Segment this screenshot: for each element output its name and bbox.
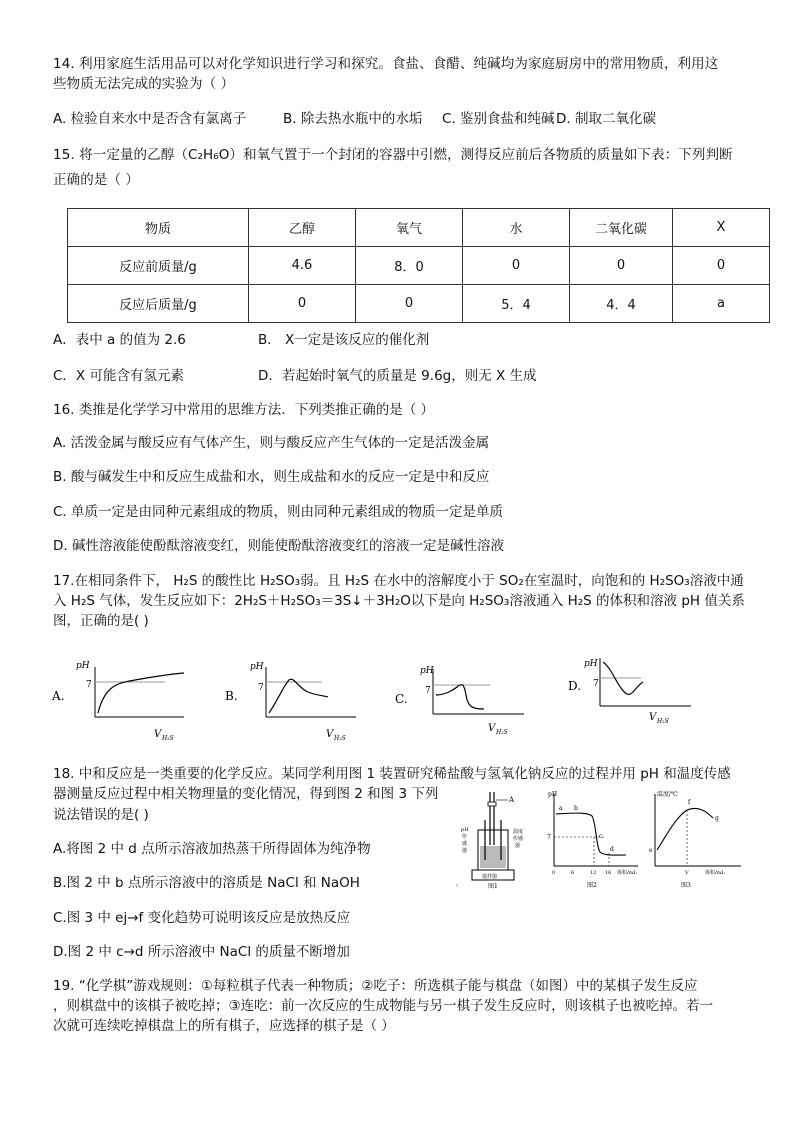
graph-d-label: D.: [568, 679, 582, 693]
q18-stem-line3: 说法错误的是( ): [53, 807, 149, 823]
q14-option-d: D. 制取二氧化碳: [556, 111, 656, 127]
table-header-row: [68, 209, 770, 247]
mass-table: [67, 208, 770, 323]
q18-option-c: C.图 3 中 ej→f 变化趋势可说明该反应是放热反应: [53, 910, 351, 926]
table-header-cell: 水: [463, 209, 570, 247]
graph-b-label: B.: [225, 689, 238, 703]
q18-option-b: B.图 2 中 b 点所示溶液中的溶质是 NaCl 和 NaOH: [53, 875, 360, 891]
ph-sensor-label: 传: [462, 834, 468, 840]
table-cell: 0: [356, 285, 463, 323]
table-cell: 4.6: [249, 247, 356, 285]
graph-a-seven: 7: [86, 680, 92, 690]
figure-3-temperature-curve: [645, 788, 745, 890]
q14-option-c: C. 鉴别食盐和纯碱: [442, 111, 555, 127]
table-header-cell: 二氧化碳: [570, 209, 673, 247]
table-cell: 0: [673, 247, 770, 285]
graph-b-seven: 7: [258, 683, 264, 693]
ph-sensor-label: 器: [462, 848, 468, 854]
stirrer-label: 搅拌器: [482, 874, 498, 880]
q19-stem-line2: ，则棋盘中的该棋子被吃掉；③连吃：前一次反应的生成物能与另一棋子发生反应时，则该棋子也被吃掉。若一: [53, 998, 714, 1014]
graph-c-xlabel: V: [488, 723, 496, 734]
q18-stem-line2: 器测量反应过程中相关物理量的变化情况，得到图 2 和图 3 下列: [53, 786, 439, 802]
graph-c-xsub: H₂S: [496, 729, 508, 736]
graph-c: [392, 655, 532, 745]
ph-sensor-label: pH: [461, 827, 469, 833]
graph-d-xlabel: V: [649, 712, 657, 723]
q16-option-c: C. 单质一定是由同种元素组成的物质，则由同种元素组成的物质一定是单质: [53, 504, 504, 520]
graph-d-ylabel: pH: [584, 659, 598, 669]
graph-b-curve: [269, 679, 328, 713]
q16-option-b: B. 酸与碱发生中和反应生成盐和水，则生成盐和水的反应一定是中和反应: [53, 469, 490, 485]
table-row: [68, 247, 770, 285]
graph-a-label: A.: [52, 689, 65, 703]
graph-d: [563, 650, 703, 740]
q16-option-d: D. 碱性溶液能使酚酞溶液变红，则能使酚酞溶液变红的溶液一定是碱性溶液: [53, 538, 504, 554]
burette-valve: [488, 802, 496, 806]
q15-stem-line2: 正确的是（ ）: [53, 172, 139, 188]
fig2-point-d: d: [610, 846, 614, 853]
solution: [480, 846, 506, 868]
q15-option-b: B． X一定是该反应的催化剂: [258, 332, 430, 348]
q14-option-a: A. 检验自来水中是否含有氯离子: [53, 111, 247, 127]
fig2-point-c: c: [599, 833, 603, 840]
table-cell: 0: [570, 247, 673, 285]
q16-option-a: A. 活泼金属与酸反应有气体产生，则与酸反应产生气体的一定是活泼金属: [53, 435, 490, 451]
q17-stem-line1: 17.在相同条件下， H₂S 的酸性比 H₂SO₃弱。且 H₂S 在水中的溶解度小于 SO₂在室温时，向饱和的 H₂SO₃溶液中通: [53, 573, 744, 589]
temp-sensor-label: 器: [515, 843, 521, 849]
fig3-point-e: e: [649, 847, 653, 854]
q19-stem-line1: 19. “化学棋”游戏规则：①每粒棋子代表一种物质；②吃子：所选棋子能与棋盘（如图）中的某棋子发生反应: [53, 978, 698, 994]
table-cell: 5．4: [463, 285, 570, 323]
table-row: [68, 285, 770, 323]
fig3-caption: 图3: [681, 882, 691, 889]
table-cell: 0: [249, 285, 356, 323]
graph-b: [222, 655, 362, 745]
table-cell: a: [673, 285, 770, 323]
q14-stem-line2: 些物质无法完成的实验为（ ）: [53, 76, 235, 92]
fig3-point-f: f: [688, 799, 691, 806]
table-header-cell: 乙醇: [249, 209, 356, 247]
fig1-mark: :: [456, 882, 459, 889]
fig3-ylabel: 温度/℃: [657, 791, 678, 798]
graph-b-ylabel: pH: [250, 662, 264, 672]
table-cell: 8．0: [356, 247, 463, 285]
graph-c-label: C.: [395, 692, 408, 706]
fig2-ylabel: pH: [548, 791, 558, 798]
fig2-curve: [556, 813, 626, 855]
q14-stem-line1: 14. 利用家庭生活用品可以对化学知识进行学习和探究。食盐、食醋、纯碱均为家庭厨房中的常用物质，利用这: [53, 56, 719, 72]
fig3-xtick: V: [685, 870, 689, 876]
fig2-xtick: 0: [552, 870, 556, 876]
temp-sensor-label: 温度: [513, 829, 524, 835]
fig2-point-b: b: [574, 805, 578, 812]
fig3-xlabel: 体积/mL: [705, 870, 725, 876]
q16-stem: 16. 类推是化学学习中常用的思维方法．下列类推正确的是（ ）: [53, 402, 435, 418]
graph-d-seven: 7: [593, 679, 599, 689]
table-header-cell: 物质: [68, 209, 249, 247]
fig2-xtick: 6: [571, 870, 575, 876]
fig3-point-g: g: [715, 815, 719, 822]
table-cell: 0: [463, 247, 570, 285]
temp-sensor-label: 传感: [513, 836, 524, 842]
fig3-curve: [657, 808, 713, 850]
fig2-seven: 7: [547, 834, 551, 841]
fig1-caption: 图1: [488, 883, 498, 890]
q15-option-c: C．X 可能含有氢元素: [53, 368, 184, 384]
table-cell: 4．4: [570, 285, 673, 323]
q15-option-d: D．若起始时氧气的质量是 9.6g，则无 X 生成: [258, 368, 537, 384]
graph-a-xsub: H₂S: [162, 735, 174, 742]
graph-b-xlabel: V: [326, 729, 334, 740]
q18-option-a: A.将图 2 中 d 点所示溶液加热蒸干所得固体为纯净物: [53, 841, 371, 857]
fig2-xlabel: 体积/mL: [617, 870, 637, 876]
ph-sensor-label: 感: [462, 841, 468, 847]
fig2-xtick: 16: [605, 870, 612, 876]
fig2-xtick: 12: [590, 870, 597, 876]
q18-stem-line1: 18. 中和反应是一类重要的化学反应。某同学利用图 1 装置研究稀盐酸与氢氧化钠反应的过程并用 pH 和温度传感: [53, 766, 731, 782]
graph-a-curve: [98, 673, 184, 713]
table-cell: 反应后质量/g: [68, 285, 249, 323]
graph-b-xsub: H₂S: [334, 735, 346, 742]
label-a: A: [509, 796, 515, 804]
q17-stem-line3: 图，正确的是( ): [53, 613, 149, 629]
graph-c-curve: [436, 685, 484, 709]
q17-stem-line2: 入 H₂S 气体，发生反应如下：2H₂S＋H₂SO₃＝3S↓＋3H₂O以下是向 H₂SO₃溶液通入 H₂S 的体积和溶液 pH 值关系: [53, 593, 745, 609]
graph-c-ylabel: pH: [420, 666, 434, 676]
q15-option-a: A．表中 a 的值为 2.6: [53, 332, 186, 348]
graph-a-ylabel: pH: [76, 661, 90, 671]
figure-1-apparatus: [452, 790, 542, 890]
q18-option-d: D.图 2 中 c→d 所示溶液中 NaCl 的质量不断增加: [53, 944, 350, 960]
table-header-cell: 氧气: [356, 209, 463, 247]
graph-a-xlabel: V: [154, 729, 162, 740]
fig2-point-a: a: [559, 805, 563, 812]
q19-stem-line3: 次就可连续吃掉棋盘上的所有棋子，应选择的棋子是（ ）: [53, 1018, 395, 1034]
graph-c-seven: 7: [425, 686, 431, 696]
fig2-caption: 图2: [587, 882, 597, 889]
table-header-cell: X: [673, 209, 770, 247]
graph-a: [50, 655, 190, 745]
graph-d-xsub: H₂S: [657, 718, 669, 725]
table-cell: 反应前质量/g: [68, 247, 249, 285]
q14-option-b: B. 除去热水瓶中的水垢: [283, 111, 423, 127]
figure-2-ph-curve: [544, 788, 642, 890]
q15-stem-line1: 15. 将一定量的乙醇（C₂H₆O）和氧气置于一个封闭的容器中引燃，测得反应前后各物质的质量如下表：下列判断: [53, 147, 733, 163]
